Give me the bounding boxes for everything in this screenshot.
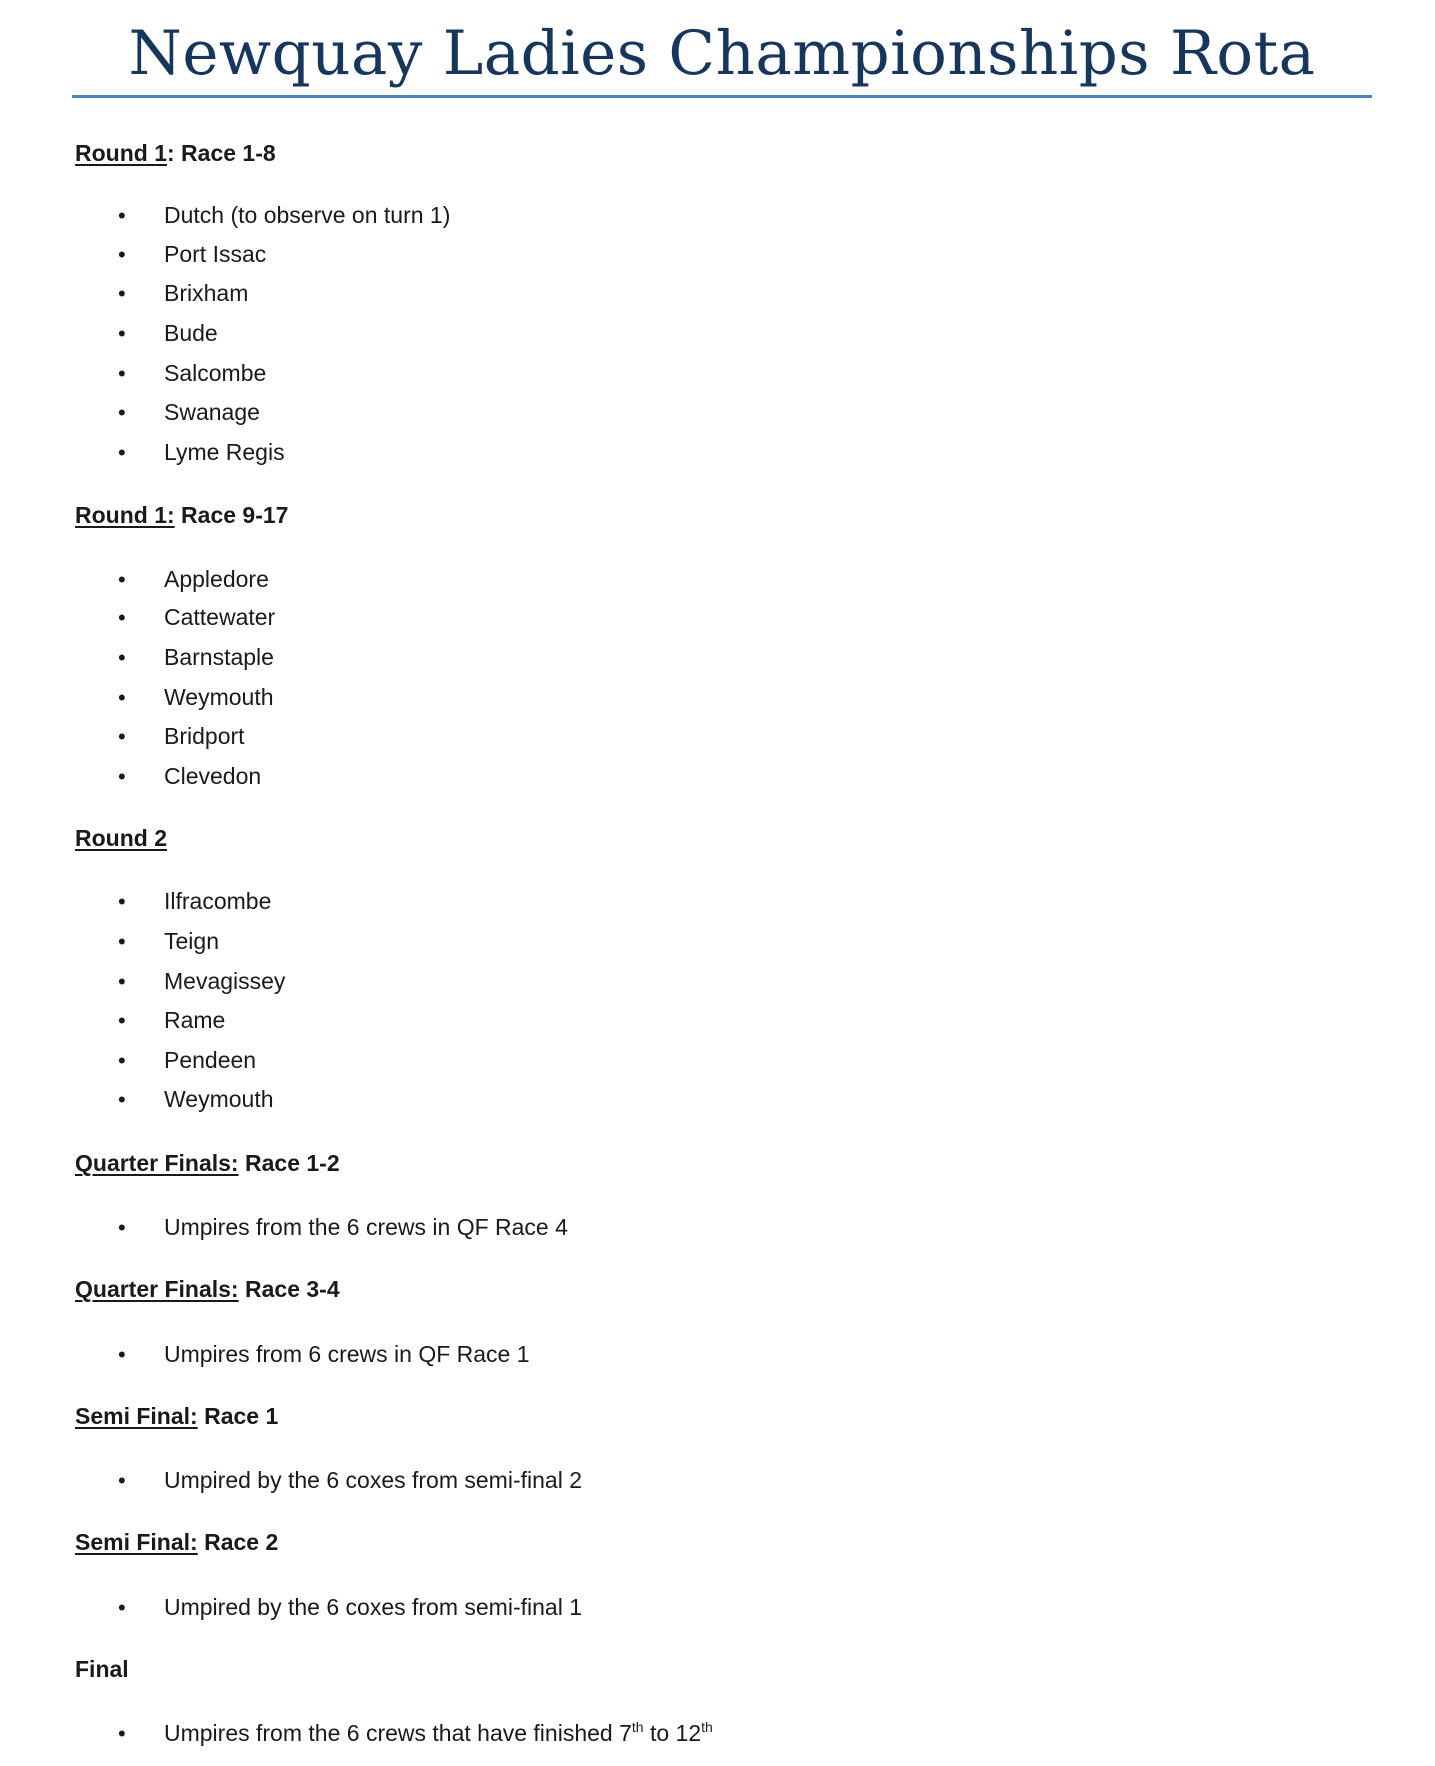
section-heading-final <box>75 1654 129 1684</box>
list-item <box>118 397 260 428</box>
bullet-icon: • <box>118 400 126 425</box>
bullet-icon: • <box>118 1721 126 1746</box>
heading-label: Semi Final: <box>75 1403 198 1429</box>
list-item <box>118 966 285 997</box>
list-item-text: Umpires from 6 crews in QF Race 1 <box>164 1341 530 1367</box>
list-item-text: Brixham <box>164 280 249 306</box>
list-item-text: Rame <box>164 1007 226 1033</box>
heading-suffix: Race 9-17 <box>174 502 289 528</box>
heading-label: Round 1 <box>75 140 167 166</box>
heading-label: Final <box>75 1656 129 1682</box>
list-item-text: Ilfracombe <box>164 888 272 914</box>
ordinal-suffix: th <box>701 1719 713 1735</box>
section-heading-semi-final-race-2 <box>75 1527 278 1557</box>
list-item <box>118 1465 582 1496</box>
document-title: Newquay Ladies Championships Rota <box>128 18 1316 89</box>
list-item <box>118 1212 568 1243</box>
list-item <box>118 1339 530 1370</box>
heading-label: Semi Final: <box>75 1529 198 1555</box>
bullet-icon: • <box>118 281 126 306</box>
list-item <box>118 886 271 917</box>
list-item-text: Umpired by the 6 coxes from semi-final 1 <box>164 1594 582 1620</box>
bullet-icon: • <box>118 605 126 630</box>
heading-label: Round 2 <box>75 825 167 851</box>
list-item <box>118 1045 256 1076</box>
section-heading-quarter-finals-race-3-4 <box>75 1274 340 1304</box>
bullet-icon: • <box>118 1468 126 1493</box>
bullet-icon: • <box>118 1595 126 1620</box>
list-item-text: Umpired by the 6 coxes from semi-final 2 <box>164 1467 582 1493</box>
bullet-icon: • <box>118 1087 126 1112</box>
list-item-text: Port Issac <box>164 241 267 267</box>
list-item <box>118 358 266 389</box>
list-item-text <box>164 1720 713 1746</box>
list-item-text: Dutch (to observe on turn 1) <box>164 202 451 228</box>
bullet-icon: • <box>118 1008 126 1033</box>
section-heading-round-1-race-1-8 <box>75 138 276 168</box>
section-heading-round-2 <box>75 823 167 853</box>
final-item-text-part-1: Umpires from the 6 crews that have finished 7 <box>164 1720 632 1746</box>
bullet-icon: • <box>118 929 126 954</box>
list-item-text: Umpires from the 6 crews in QF Race 4 <box>164 1214 568 1240</box>
list-item <box>118 926 219 957</box>
heading-label: Quarter Finals: <box>75 1150 239 1176</box>
list-item <box>118 682 274 713</box>
list-item-text: Teign <box>164 928 219 954</box>
list-item <box>118 1084 274 1115</box>
list-item-text: Bude <box>164 320 218 346</box>
bullet-icon: • <box>118 321 126 346</box>
list-item <box>118 437 285 468</box>
heading-suffix: Race 1 <box>197 1403 279 1429</box>
list-item-text: Swanage <box>164 399 260 425</box>
bullet-icon: • <box>118 567 126 592</box>
list-item-text: Lyme Regis <box>164 439 285 465</box>
list-item-text: Barnstaple <box>164 644 274 670</box>
bullet-icon: • <box>118 1342 126 1367</box>
list-item <box>118 761 261 792</box>
list-item-text: Weymouth <box>164 1086 274 1112</box>
bullet-icon: • <box>118 440 126 465</box>
bullet-icon: • <box>118 724 126 749</box>
list-item-text: Salcombe <box>164 360 267 386</box>
final-item-text-part-2: to 12 <box>643 1720 702 1746</box>
list-item <box>118 200 450 231</box>
list-item <box>118 318 218 349</box>
list-item-text: Cattewater <box>164 604 276 630</box>
heading-label: Quarter Finals: <box>75 1276 239 1302</box>
list-item-text: Mevagissey <box>164 968 286 994</box>
list-item <box>118 602 275 633</box>
bullet-icon: • <box>118 203 126 228</box>
heading-suffix: Race 2 <box>197 1529 279 1555</box>
bullet-icon: • <box>118 685 126 710</box>
heading-suffix: Race 3-4 <box>238 1276 340 1302</box>
list-item-text: Pendeen <box>164 1047 257 1073</box>
list-item <box>118 278 248 309</box>
list-item <box>118 1718 713 1749</box>
list-item-text: Weymouth <box>164 684 274 710</box>
heading-suffix: : Race 1-8 <box>167 140 276 166</box>
list-item <box>118 564 269 595</box>
bullet-icon: • <box>118 1215 126 1240</box>
heading-label: Round 1: <box>75 502 175 528</box>
heading-suffix: Race 1-2 <box>238 1150 340 1176</box>
list-item-text: Bridport <box>164 723 245 749</box>
bullet-icon: • <box>118 969 126 994</box>
bullet-icon: • <box>118 1048 126 1073</box>
list-item <box>118 1592 582 1623</box>
list-item <box>118 721 245 752</box>
ordinal-suffix: th <box>631 1719 644 1735</box>
list-item-text: Clevedon <box>164 763 262 789</box>
bullet-icon: • <box>118 645 126 670</box>
section-heading-round-1-race-9-17 <box>75 500 288 530</box>
bullet-icon: • <box>118 889 126 914</box>
list-item <box>118 642 274 673</box>
bullet-icon: • <box>118 764 126 789</box>
section-heading-semi-final-race-1 <box>75 1401 278 1431</box>
section-heading-quarter-finals-race-1-2 <box>75 1148 340 1178</box>
list-item <box>118 239 266 270</box>
list-item <box>118 1005 225 1036</box>
bullet-icon: • <box>118 242 126 267</box>
title-underline-rule <box>72 95 1372 98</box>
list-item-text: Appledore <box>164 566 269 592</box>
bullet-icon: • <box>118 361 126 386</box>
